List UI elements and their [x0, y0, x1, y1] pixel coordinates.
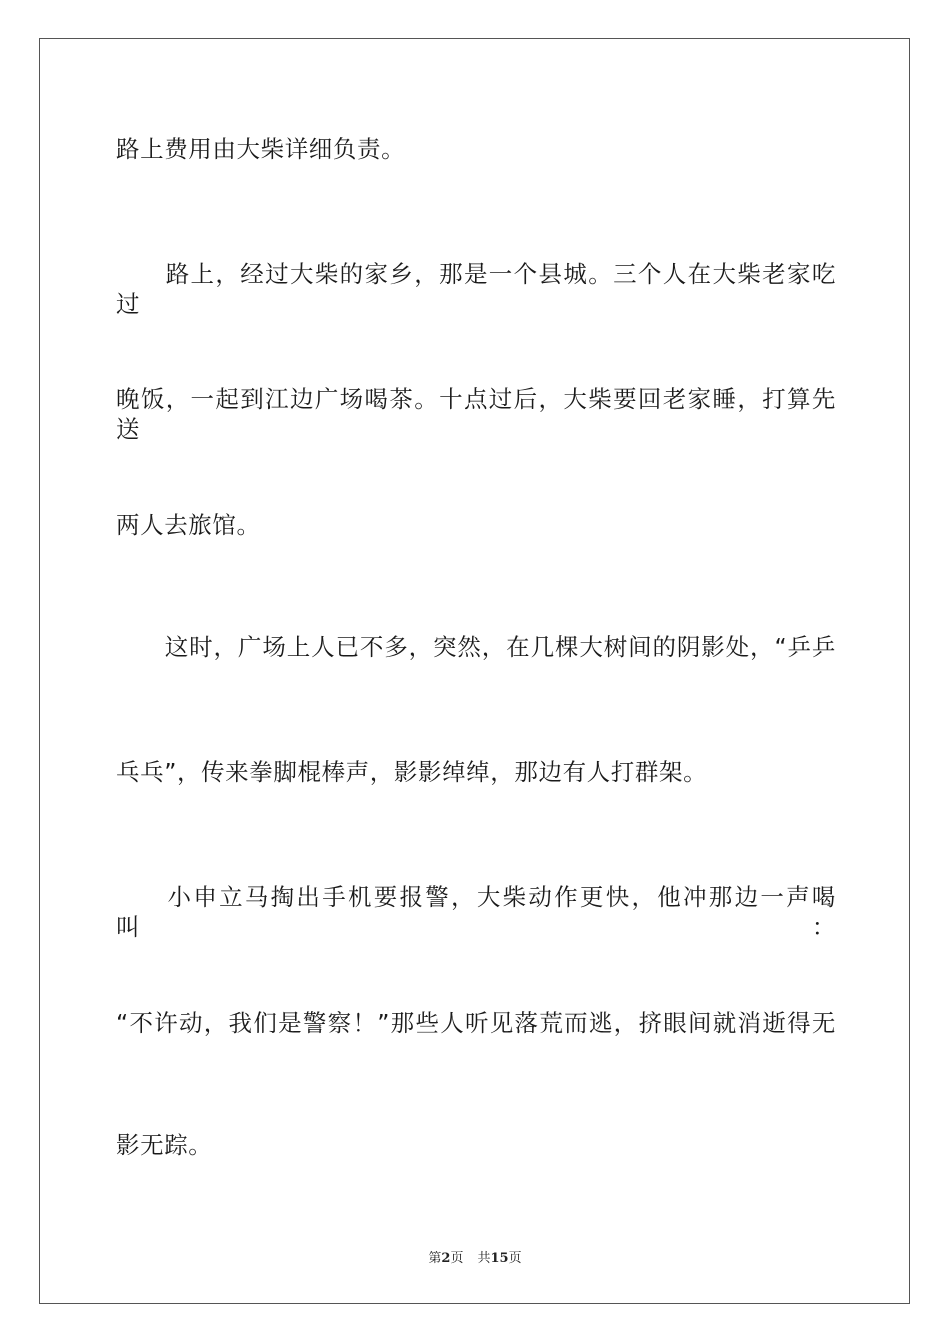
text-line-3: 晚饭，一起到江边广场喝茶。十点过后，大柴要回老家睡，打算先送 [116, 385, 836, 443]
text-line-5: 这时，广场上人已不多，突然，在几棵大树间的阴影处，“乒乒 [116, 633, 836, 661]
text-line-1: 路上费用由大柴详细负责。 [116, 135, 406, 163]
total-suffix: 页 [508, 1251, 522, 1266]
text-line-4: 两人去旅馆。 [116, 511, 261, 539]
page-suffix: 页 [450, 1251, 464, 1266]
page-footer [0, 1247, 950, 1266]
total-page-number: 15 [490, 1251, 509, 1266]
page-border [39, 38, 910, 1304]
current-page-number: 2 [441, 1251, 451, 1266]
text-line-7: 小申立马掏出手机要报警，大柴动作更快，他冲那边一声喝叫： [116, 883, 836, 941]
text-line-2: 路上，经过大柴的家乡，那是一个县城。三个人在大柴老家吃过 [116, 260, 836, 318]
page-prefix: 第 [428, 1251, 442, 1266]
total-prefix: 共 [477, 1251, 491, 1266]
text-line-6: 乓乓”，传来拳脚棍棒声，影影绰绰，那边有人打群架。 [116, 758, 708, 786]
text-line-9: 影无踪。 [116, 1131, 213, 1159]
text-line-8: “不许动，我们是警察！”那些人听见落荒而逃，挤眼间就消逝得无 [116, 1009, 836, 1037]
